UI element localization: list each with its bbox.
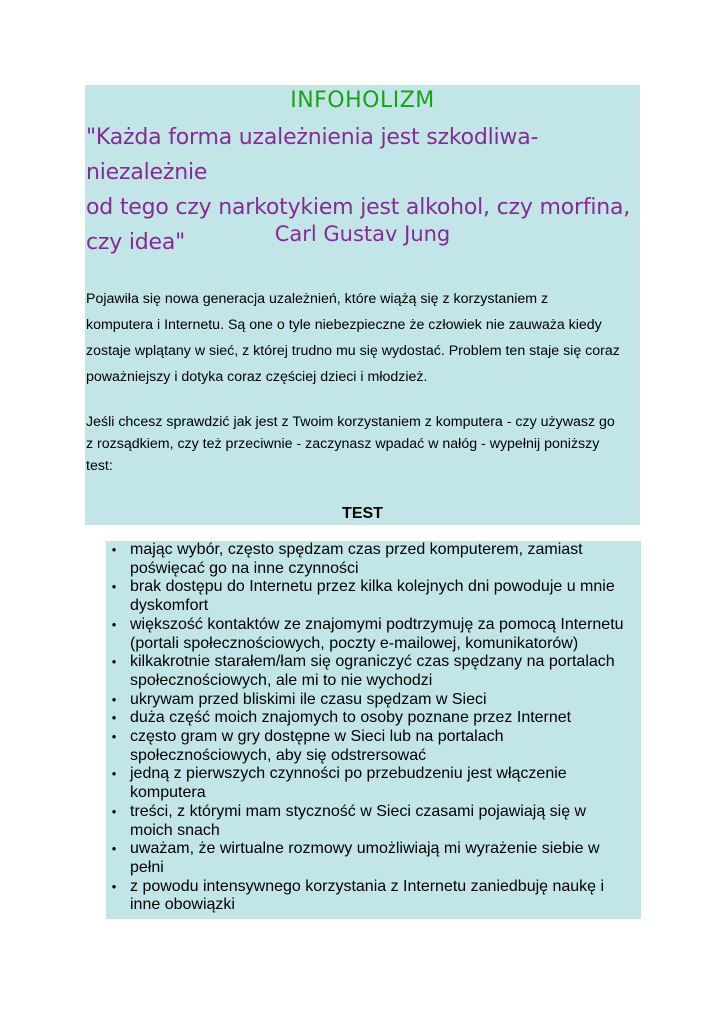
list-item-line: moich snach xyxy=(130,821,220,839)
test-heading: TEST xyxy=(342,505,383,522)
bullet-icon: • xyxy=(111,878,117,894)
bullet-icon: • xyxy=(111,691,117,707)
bullet-icon: • xyxy=(111,654,117,670)
list-item xyxy=(106,578,641,615)
test-list xyxy=(106,541,641,915)
paragraph-line: komputera i Internetu. Są one o tyle niebezpieczne że człowiek nie zauważa kiedy xyxy=(86,317,602,333)
quote-line: czy idea" xyxy=(86,230,186,255)
list-item-line: społecznościowych, aby się odstrersować xyxy=(130,746,427,764)
list-item xyxy=(106,709,641,728)
paragraph-line: zostaje wplątany w sieć, z której trudno mu się wydostać. Problem ten staje się coraz xyxy=(86,343,620,359)
list-item xyxy=(106,653,641,690)
bullet-icon: • xyxy=(111,710,117,726)
bullet-icon: • xyxy=(111,803,117,819)
list-item xyxy=(106,541,641,578)
list-item-line: pełni xyxy=(130,858,164,876)
paragraph-line: test: xyxy=(86,458,113,474)
list-item-line: kilkakrotnie starałem/łam się ograniczyć czas spędzany na portalach xyxy=(130,653,615,671)
bullet-icon: • xyxy=(111,579,117,595)
list-item-line: często gram w gry dostępne w Sieci lub na portalach xyxy=(130,728,504,746)
list-item-line: inne obowiązki xyxy=(130,896,235,914)
quote-line: od tego czy narkotykiem jest alkohol, czy morfina, xyxy=(86,195,631,220)
paragraph-line: Pojawiła się nowa generacja uzależnień, które wiążą się z korzystaniem z xyxy=(86,291,549,307)
paragraph-line: poważniejszy i dotyka coraz częściej dzieci i młodzież. xyxy=(86,369,428,385)
bullet-icon: • xyxy=(111,542,117,557)
list-item-line: brak dostępu do Internetu przez kilka kolejnych dni powoduje u mnie xyxy=(130,578,615,596)
list-item xyxy=(106,616,641,653)
list-item-line: ukrywam przed bliskimi ile czasu spędzam w Sieci xyxy=(130,690,487,708)
list-item-line: duża część moich znajomych to osoby poznane przez Internet xyxy=(130,709,572,727)
list-item xyxy=(106,728,641,765)
bullet-icon: • xyxy=(111,616,117,632)
list-item-line: dyskomfort xyxy=(130,597,209,615)
quote-line: "Każda forma uzależnienia jest szkodliwa- niezależnie xyxy=(86,125,539,185)
bullet-icon: • xyxy=(111,766,117,782)
page-title: INFOHOLIZM xyxy=(290,88,435,113)
list-item xyxy=(106,840,641,877)
list-item xyxy=(106,691,641,710)
list-item-line: społecznościowych, ale mi to nie wychodzi xyxy=(130,671,433,689)
quote-author: Carl Gustav Jung xyxy=(274,222,451,246)
bullet-icon: • xyxy=(111,841,117,857)
list-item-line: mając wybór, często spędzam czas przed komputerem, zamiast xyxy=(130,541,583,558)
list-item-line: jedną z pierwszych czynności po przebudzeniu jest włączenie xyxy=(130,765,567,783)
list-item-line: większość kontaktów ze znajomymi podtrzymuję za pomocą Internetu xyxy=(130,615,624,633)
list-item xyxy=(106,878,641,915)
list-item-line: uważam, że wirtualne rozmowy umożliwiają mi wyrażenie siebie w xyxy=(130,840,600,858)
list-item-line: poświęcać go na inne czynności xyxy=(130,559,359,577)
list-item-line: (portali społecznościowych, poczty e-mailowej, komunikatorów) xyxy=(130,634,579,652)
list-item xyxy=(106,765,641,802)
list-item-line: komputera xyxy=(130,784,206,802)
paragraph-line: z rozsądkiem, czy też przeciwnie - zaczynasz wpadać w nałóg - wypełnij poniższy xyxy=(86,436,600,452)
paragraph-line: Jeśli chcesz sprawdzić jak jest z Twoim korzystaniem z komputera - czy używasz go xyxy=(86,414,615,430)
list-item xyxy=(106,803,641,840)
intro-paragraph xyxy=(86,286,638,390)
list-item-line: z powodu intensywnego korzystania z Internetu zaniedbuję naukę i xyxy=(130,877,605,895)
bullet-icon: • xyxy=(111,729,117,745)
instruction-paragraph xyxy=(86,411,638,477)
list-item-line: treści, z którymi mam styczność w Sieci czasami pojawiają się w xyxy=(130,802,587,820)
